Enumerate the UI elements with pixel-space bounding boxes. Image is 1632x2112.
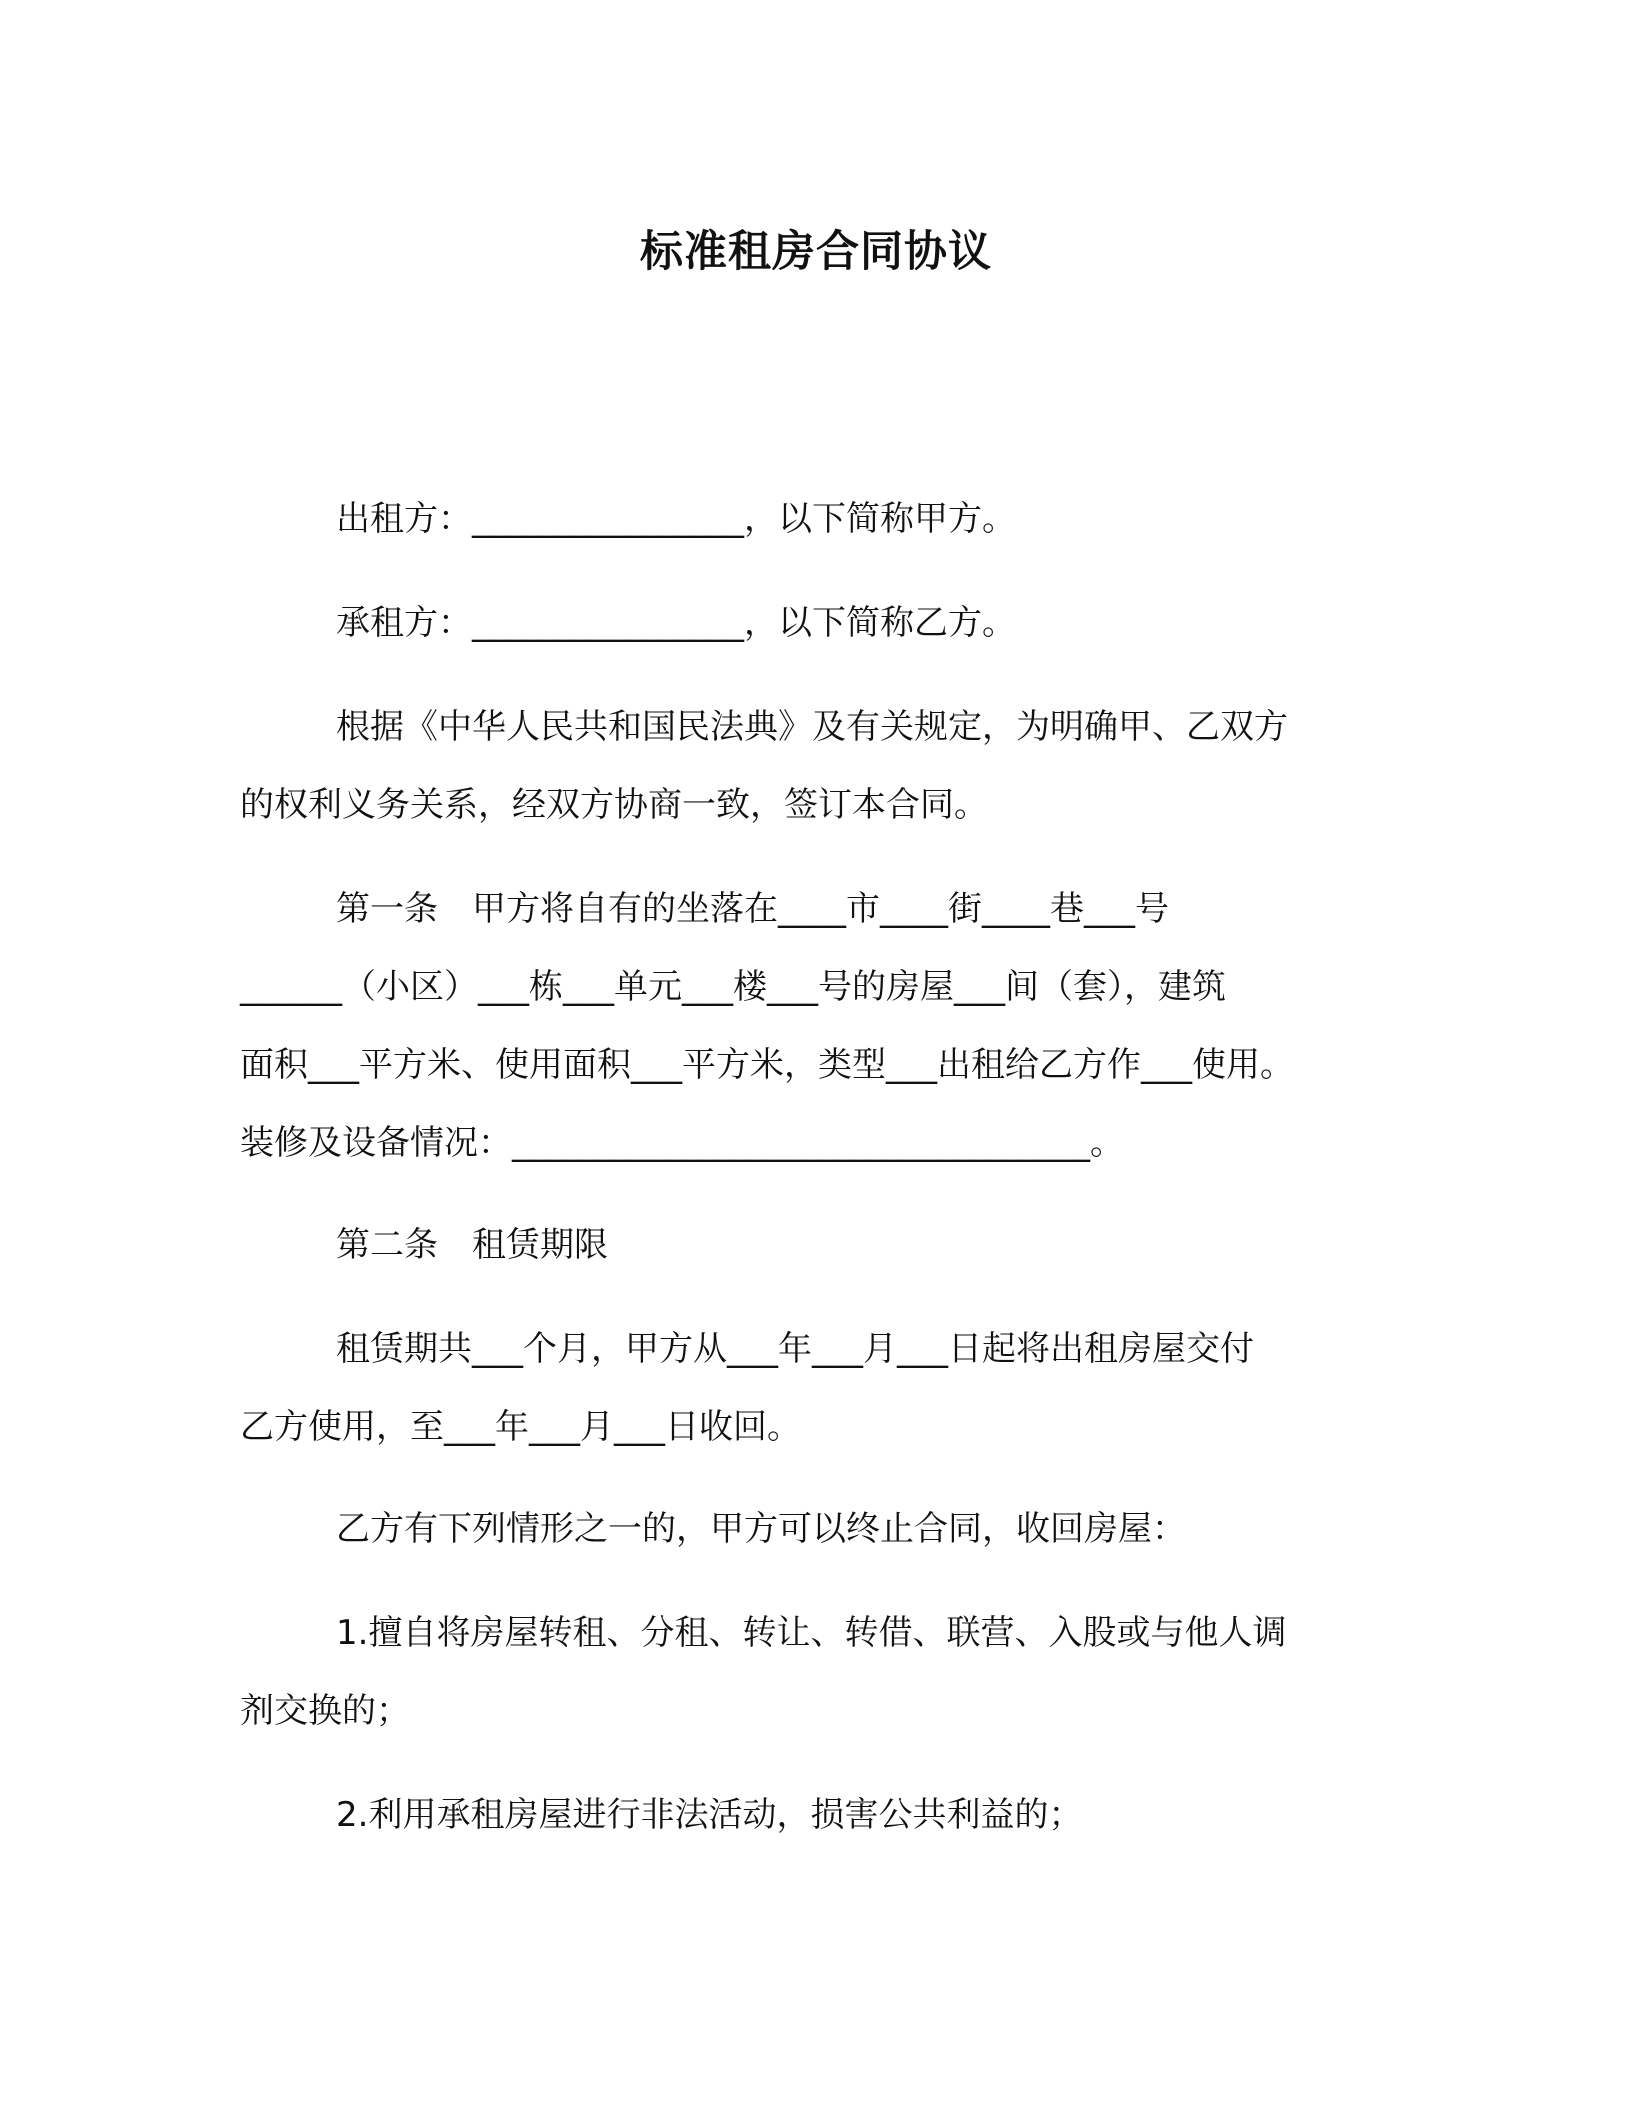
paragraph-line: ______（小区）___栋___单元___楼___号的房屋___间（套），建筑 (240, 967, 1226, 1007)
paragraph-line: 乙方使用，至___年___月___日收回。 (240, 1407, 801, 1447)
condition-one-paragraph (240, 1594, 1420, 1750)
lessee-paragraph (240, 584, 1420, 662)
lease-term-paragraph (240, 1310, 1420, 1466)
condition-two-paragraph (240, 1776, 1420, 1854)
paragraph-line: 第二条 租赁期限 (336, 1225, 608, 1265)
paragraph-line: 租赁期共___个月，甲方从___年___月___日起将出租房屋交付 (336, 1329, 1254, 1369)
paragraph-line: 2.利用承租房屋进行非法活动，损害公共利益的； (336, 1795, 1083, 1835)
paragraph-line: 的权利义务关系，经双方协商一致，签订本合同。 (240, 785, 988, 825)
article-two-heading (240, 1206, 1420, 1284)
preamble-paragraph (240, 688, 1420, 844)
article-one-paragraph (240, 870, 1420, 1182)
paragraph-line: 乙方有下列情形之一的，甲方可以终止合同，收回房屋： (336, 1509, 1186, 1549)
paragraph-line: 出租方：________________，以下简称甲方。 (336, 499, 1016, 539)
paragraph-line: 剂交换的； (240, 1691, 410, 1731)
paragraph-line: 承租方：________________，以下简称乙方。 (336, 603, 1016, 643)
lessor-paragraph (240, 480, 1420, 558)
paragraph-line: 1.擅自将房屋转租、分租、转让、转借、联营、入股或与他人调 (336, 1613, 1287, 1653)
document-title: 标准租房合同协议 (640, 227, 992, 277)
paragraph-line: 第一条 甲方将自有的坐落在____市____街____巷___号 (336, 889, 1169, 929)
paragraph-line: 面积___平方米、使用面积___平方米，类型___出租给乙方作___使用。 (240, 1045, 1294, 1085)
paragraph-line: 装修及设备情况：__________________________________。 (240, 1123, 1124, 1163)
termination-conditions-paragraph (240, 1490, 1420, 1568)
paragraph-line: 根据《中华人民共和国民法典》及有关规定，为明确甲、乙双方 (336, 707, 1288, 747)
